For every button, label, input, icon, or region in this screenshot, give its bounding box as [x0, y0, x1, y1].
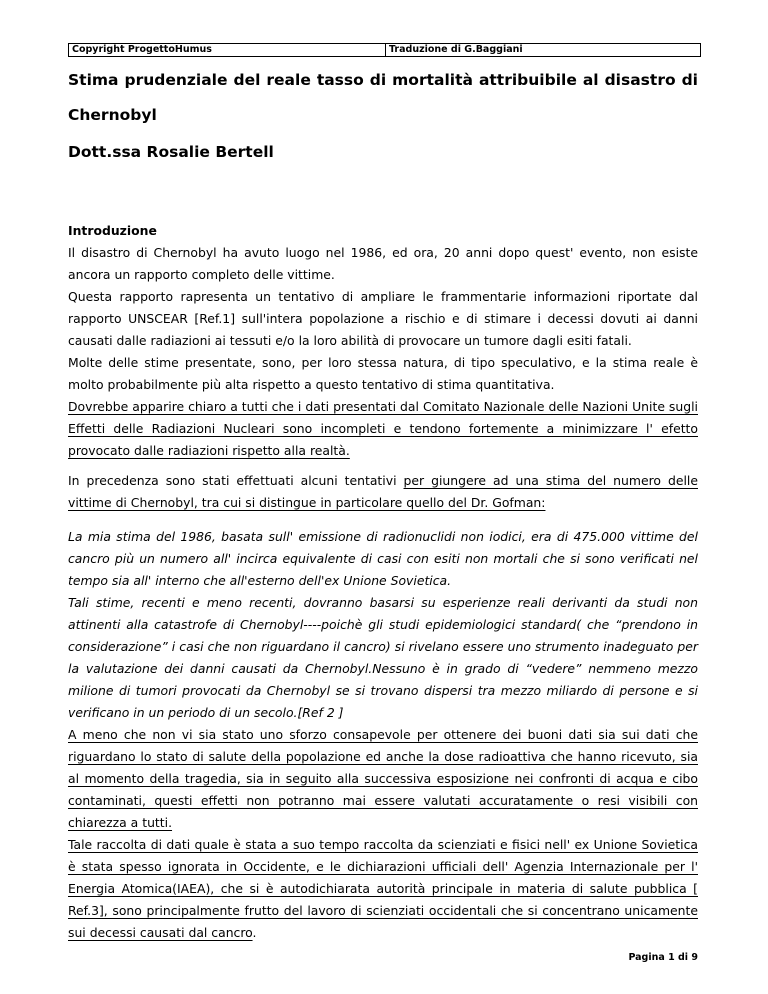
- document-title: Stima prudenziale del reale tasso di mortalità attribuibile al disastro di Chernobyl: [68, 71, 698, 124]
- quote-1: La mia stima del 1986, basata sull' emissione di radionuclidi non iodici, era di 475.000 vittime del cancro più un numero all' incirca equivalente di casi con esiti non mortali che si sono verificati nel tempo sia all' interno che all'esterno dell'ex Unione Sovietica.: [68, 529, 698, 588]
- paragraph-5-plain: In precedenza sono stati effettuati alcuni tentativi: [68, 473, 404, 488]
- paragraph-4: Dovrebbe apparire chiaro a tutti che i dati presentati dal Comitato Nazionale delle Nazioni Unite sugli Effetti delle Radiazioni Nucleari sono incompleti e tendono fortemente a minimizzare l' efetto provocato dalle radiazioni rispetto alla realtà.: [68, 399, 698, 458]
- paragraph-2: Questa rapporto rapresenta un tentativo di ampliare le frammentarie informazioni riportate dal rapporto UNSCEAR [Ref.1] sull'intera popolazione a rischio e di stimare i decessi dovuti ai danni causati dalle radiazioni ai tessuti e/o la loro abilità di provocare un tumore dagli esiti fatali.: [68, 289, 698, 348]
- document-body: [68, 220, 698, 944]
- paragraph-5: [68, 470, 698, 514]
- paragraph-3: Molte delle stime presentate, sono, per loro stessa natura, di tipo speculativo, e la stima reale è molto probabilmente più alta rispetto a questo tentativo di stima quantitativa.: [68, 355, 698, 392]
- header-translation: Traduzione di G.Baggiani: [389, 44, 523, 55]
- header-copyright: Copyright ProgettoHumus: [69, 44, 386, 56]
- paragraph-7-end: .: [252, 925, 257, 940]
- section-heading: Introduzione: [68, 223, 157, 238]
- paragraph-6: A meno che non vi sia stato uno sforzo consapevole per ottenere dei buoni dati sia sui dati che riguardano lo stato di salute della popolazione ed anche la dose radioattiva che hanno ricevuto, sia al momento della tragedia, sia in seguito alla successiva esposizione nei confronti di acqua e cibo contaminati, questi effetti non potranno mai essere valutati accuratamente o resi visibili con chiarezza a tutti.: [68, 727, 698, 830]
- quote-2: Tali stime, recenti e meno recenti, dovranno basarsi su esperienze reali derivanti da studi non attinenti alla catastrofe di Chernobyl----poichè gli studi epidemiologici standard( che “prendono in considerazione” i casi che non riguardano il cancro) si rivelano essere uno strumento inadeguato per la valutazione dei danni causati da Chernobyl.Nessuno è in grado di “vedere” nemmeno mezzo milione di tumori provocati da Chernobyl se si trovano dispersi tra mezzo miliardo di persone e si verificano in un periodo di un secolo.[Ref 2 ]: [68, 595, 698, 720]
- paragraph-5-underlined: per giungere ad una stima del numero delle vittime di Chernobyl, tra cui si distingue in particolare quello del Dr. Gofman:: [68, 473, 698, 510]
- paragraph-7: [68, 834, 698, 944]
- document-author: Dott.ssa Rosalie Bertell: [68, 143, 274, 161]
- page-number: Pagina 1 di 9: [628, 952, 698, 963]
- paragraph-7-underlined: Tale raccolta di dati quale è stata a suo tempo raccolta da scienziati e fisici nell' ex Unione Sovietica è stata spesso ignorata in Occidente, e le dichiarazioni ufficiali dell' Agenzia Internazionale per l' Energia Atomica(IAEA), che si è autodichiarata autorità principale in materia di salute pubblica [ Ref.3], sono principalmente frutto del lavoro di scienziati occidentali che si concentrano unicamente sui decessi causati dal cancro: [68, 837, 698, 940]
- page-header: [68, 43, 701, 57]
- paragraph-1: Il disastro di Chernobyl ha avuto luogo nel 1986, ed ora, 20 anni dopo quest' evento, non esiste ancora un rapporto completo delle vittime.: [68, 245, 698, 282]
